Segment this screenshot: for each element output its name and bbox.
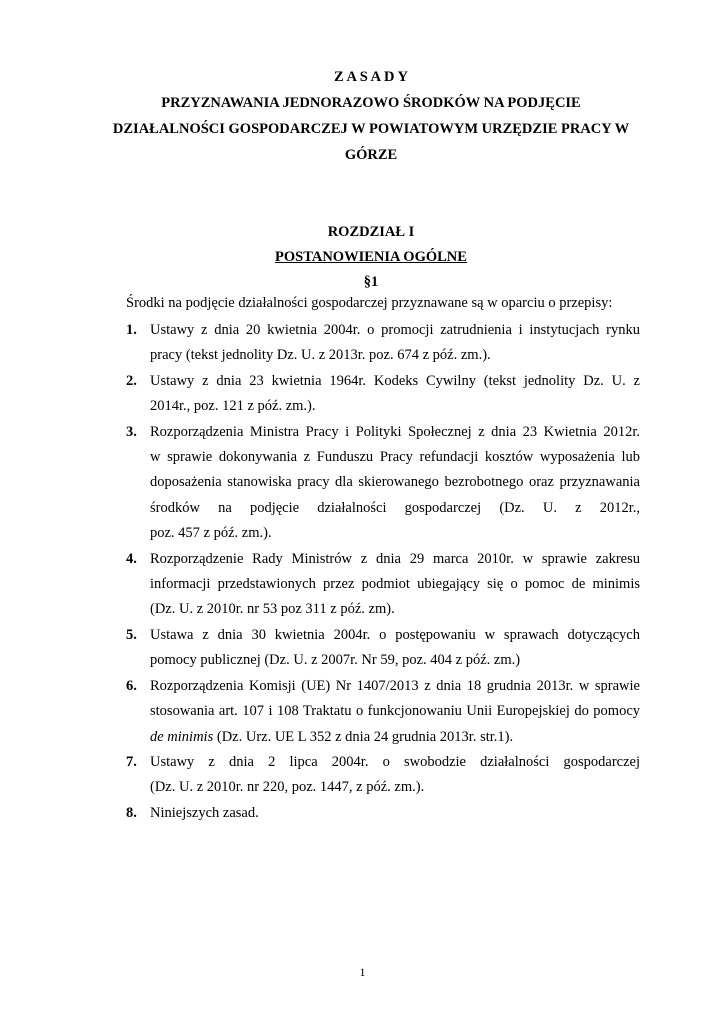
item-line: środków na podjęcie działalności gospodarczej (Dz. U. z 2012r., — [150, 499, 640, 516]
item-line: (Dz. U. z 2010r. nr 53 poz 311 z póź. zm). — [150, 601, 395, 618]
list-item — [126, 750, 640, 801]
list-item — [126, 801, 640, 826]
item-line — [150, 725, 640, 750]
chapter-heading — [80, 220, 662, 295]
list-item — [126, 369, 640, 420]
chapter-number: ROZDZIAŁ I — [327, 224, 415, 240]
item-line: Rozporządzenia Ministra Pracy i Polityki Społecznej z dnia 23 Kwietnia 2012r. — [150, 423, 640, 440]
title-line-2: DZIAŁALNOŚCI GOSPODARCZEJ W POWIATOWYM URZĘDZIE PRACY W — [112, 121, 630, 137]
item-line: Ustawy z dnia 2 lipca 2004r. o swobodzie działalności gospodarczej — [150, 753, 640, 770]
page-number: 1 — [359, 965, 366, 979]
document-title — [80, 64, 662, 168]
list-item — [126, 674, 640, 750]
chapter-name: POSTANOWIENIA OGÓLNE — [275, 249, 467, 265]
item-line: Rozporządzenia Komisji (UE) Nr 1407/2013 z dnia 18 grudnia 2013r. w sprawie — [150, 677, 640, 694]
title-line-3: GÓRZE — [344, 147, 398, 163]
item-number: 5. — [126, 626, 137, 643]
item-line-tail: (Dz. Urz. UE L 352 z dnia 24 grudnia 2013r. str.1). — [213, 728, 514, 745]
intro-text: Środki na podjęcie działalności gospodarczej przyznawane są w oparciu o przepisy: — [126, 295, 613, 311]
regulations-list — [126, 318, 640, 826]
item-line: Ustawy z dnia 23 kwietnia 1964r. Kodeks Cywilny (tekst jednolity Dz. U. z — [150, 372, 640, 389]
item-number: 3. — [126, 423, 137, 440]
item-line: (Dz. U. z 2010r. nr 220, poz. 1447, z póź. zm.). — [150, 779, 425, 796]
item-line: pracy (tekst jednolity Dz. U. z 2013r. poz. 674 z póź. zm.). — [150, 347, 491, 364]
italic-term: de minimis — [150, 728, 214, 745]
item-line: doposażenia stanowiska pracy dla skierowanego bezrobotnego oraz przyznawania — [150, 474, 640, 491]
item-line: pomocy publicznej (Dz. U. z 2007r. Nr 59, poz. 404 z póź. zm.) — [150, 652, 521, 669]
section-mark: §1 — [363, 274, 379, 290]
list-item — [126, 318, 640, 369]
list-item — [126, 420, 640, 547]
item-number: 8. — [126, 804, 137, 821]
item-number: 2. — [126, 372, 137, 389]
list-item — [126, 547, 640, 623]
item-line: Ustawy z dnia 20 kwietnia 2004r. o promocji zatrudnienia i instytucjach rynku — [150, 322, 640, 338]
item-number: 7. — [126, 753, 137, 770]
title-heading: Z A S A D Y — [333, 69, 408, 85]
item-line: Niniejszych zasad. — [150, 804, 259, 821]
item-number: 1. — [126, 322, 137, 338]
item-line: 2014r., poz. 121 z póź. zm.). — [150, 398, 316, 415]
item-line: stosowania art. 107 i 108 Traktatu o funkcjonowaniu Unii Europejskiej do pomocy — [150, 703, 640, 720]
item-line: Ustawa z dnia 30 kwietnia 2004r. o postępowaniu w sprawach dotyczących — [150, 626, 640, 643]
item-line: w sprawie dokonywania z Funduszu Pracy refundacji kosztów wyposażenia lub — [150, 449, 640, 466]
list-item — [126, 623, 640, 674]
title-line-1: PRZYZNAWANIA JEDNORAZOWO ŚRODKÓW NA PODJĘCIE — [161, 95, 581, 111]
item-line: informacji przedstawionych przez podmiot ubiegający się o pomoc de minimis — [150, 576, 640, 593]
item-number: 4. — [126, 550, 137, 567]
item-line: Rozporządzenie Rady Ministrów z dnia 29 marca 2010r. w sprawie zakresu — [150, 550, 640, 567]
item-number: 6. — [126, 677, 137, 694]
item-line: poz. 457 z póź. zm.). — [150, 525, 272, 542]
